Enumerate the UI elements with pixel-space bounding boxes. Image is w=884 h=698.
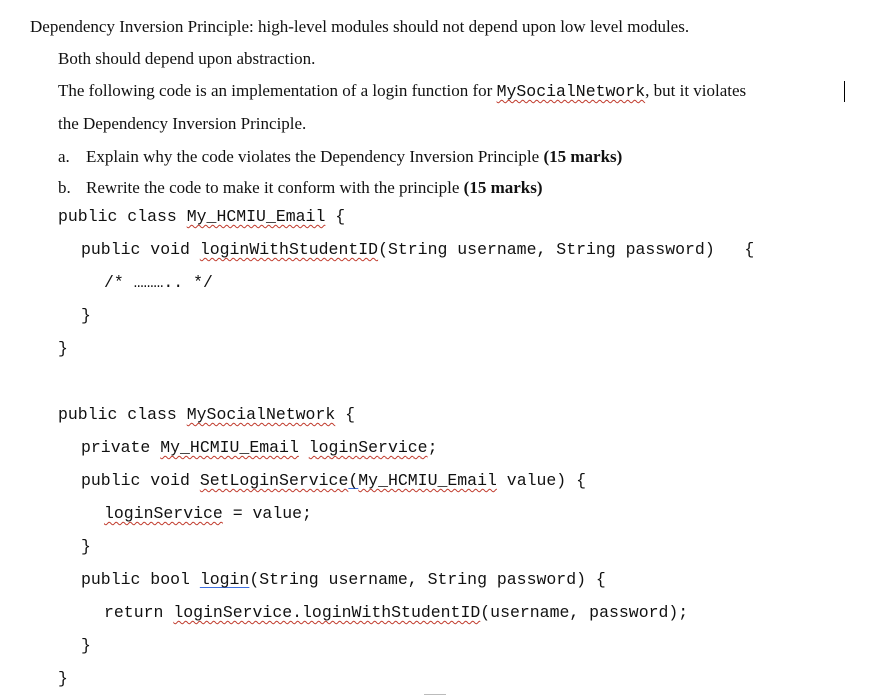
code-keyword: public class — [58, 207, 187, 226]
code-line-close-setter: } — [81, 537, 91, 556]
principle-definition: Dependency Inversion Principle: high-level modules should not depend upon low level modules. — [30, 17, 690, 36]
principle-definition-cont: Both should depend upon abstraction. — [58, 49, 316, 68]
code-keyword: public void — [81, 240, 200, 259]
code-keyword: public void — [81, 471, 200, 490]
code-line-close-class: } — [58, 339, 68, 358]
task-intro-pre: The following code is an implementation of a login function for — [58, 81, 497, 100]
code-method-call: loginService.loginWithStudentID — [173, 603, 481, 622]
code-line-close-class-social: } — [58, 669, 68, 688]
question-a-text: Explain why the code violates the Dependency Inversion Principle — [86, 147, 544, 166]
code-space — [299, 438, 309, 457]
code-line-class-social — [58, 404, 355, 426]
code-keyword: public class — [58, 405, 187, 424]
code-field-name: loginService — [308, 438, 428, 457]
code-method-name: SetLoginService — [199, 471, 349, 490]
code-keyword: return — [104, 603, 174, 622]
code-field-name: loginService — [104, 504, 223, 523]
code-line-field — [81, 437, 437, 459]
code-keyword: public bool — [81, 570, 200, 589]
question-a — [58, 146, 622, 168]
code-line-class-email — [58, 206, 345, 228]
code-args: (username, password); — [480, 603, 689, 622]
question-a-marks: (15 marks) — [543, 147, 623, 166]
task-intro-post: , but it violates — [645, 81, 747, 100]
code-line-login — [81, 569, 606, 591]
code-method-name: login — [199, 570, 250, 589]
code-paren: ( — [348, 471, 359, 490]
question-b — [58, 177, 543, 199]
page-footer-fragment — [424, 690, 446, 698]
code-line-close-method: } — [81, 306, 91, 325]
question-a-label: a. — [58, 147, 70, 166]
code-line-method-login-with-id — [81, 239, 754, 261]
code-line-comment: /* ……….. */ — [104, 273, 213, 292]
code-class-name: My_HCMIU_Email — [186, 207, 326, 226]
code-brace: { — [325, 207, 346, 226]
code-params: (String username, String password) { — [249, 570, 606, 589]
code-line-setter — [81, 470, 586, 492]
task-intro-cont: the Dependency Inversion Principle. — [58, 114, 307, 133]
code-params: value) { — [496, 471, 587, 490]
code-assignment: = value; — [222, 504, 312, 523]
question-b-label: b. — [58, 178, 71, 197]
code-params: (String username, String password) { — [378, 240, 755, 259]
code-line-close-login: } — [81, 636, 91, 655]
code-type-name: My_HCMIU_Email — [160, 438, 299, 457]
code-line-assign — [104, 503, 312, 525]
code-method-name: loginWithStudentID — [199, 240, 379, 259]
code-brace: { — [335, 405, 356, 424]
code-semicolon: ; — [427, 438, 438, 457]
question-b-marks: (15 marks) — [463, 178, 543, 197]
class-ref-mysocialnetwork: MySocialNetwork — [496, 82, 646, 101]
question-b-text: Rewrite the code to make it conform with the principle — [86, 178, 464, 197]
code-line-return — [104, 602, 688, 624]
task-intro — [58, 80, 746, 103]
text-cursor — [844, 81, 845, 102]
code-class-name: MySocialNetwork — [186, 405, 336, 424]
code-keyword: private — [81, 438, 161, 457]
code-type-name: My_HCMIU_Email — [358, 471, 497, 490]
